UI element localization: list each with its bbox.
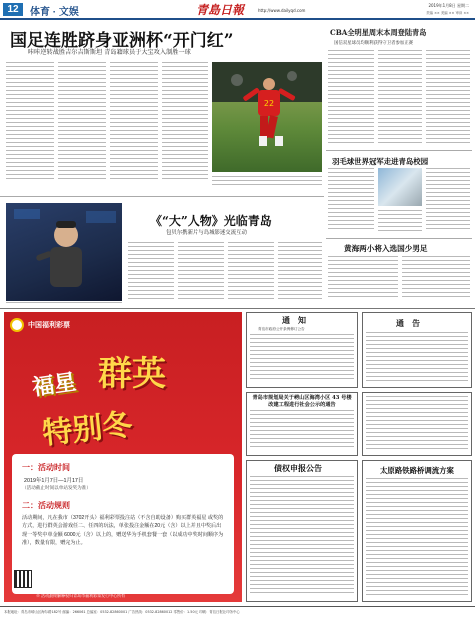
lead-subtitle: 咔咔逆转战胜吉尔吉斯斯坦 青岛籍球员于大宝攻入制胜一球 bbox=[28, 49, 191, 56]
rule-badminton-top bbox=[326, 150, 472, 151]
badminton-body-col2 bbox=[378, 210, 422, 234]
lottery-sec1-title: 一：活动时间 bbox=[22, 463, 70, 472]
lottery-headline-bottom: 特别冬 bbox=[40, 407, 134, 452]
qr-code-icon[interactable] bbox=[14, 570, 32, 588]
badminton-headline: 羽毛球世界冠军走进青岛校园 bbox=[332, 157, 429, 166]
section-name: 体育 · 文娱 bbox=[30, 7, 79, 18]
feature-headline: 《“大”人物》光临青岛 bbox=[150, 214, 272, 228]
notice1-body bbox=[250, 334, 354, 384]
newspaper-logo: 青島日報 bbox=[196, 3, 245, 17]
lottery-sec2-title: 二：活动规则 bbox=[22, 501, 70, 510]
lottery-footer-note: ※ 活动最终解释权归青岛市福利彩票发行中心所有 bbox=[36, 593, 126, 598]
lottery-notice-body bbox=[366, 396, 468, 452]
bond-body bbox=[250, 476, 354, 598]
header-editor-line: 责编 ×× 美编 ×× 审读 ×× bbox=[426, 11, 469, 15]
feature-body-col1 bbox=[128, 242, 174, 304]
lottery-headline-sub: 福星 bbox=[30, 369, 78, 401]
railway-body bbox=[366, 478, 468, 598]
feature-photo bbox=[6, 203, 122, 301]
rule-ads-top bbox=[0, 308, 475, 309]
railway-title: 太原路铁路桥调流方案 bbox=[380, 466, 454, 475]
footer-line: 本报地址：青岛市崂山区海尔路182号 邮编：266061 总编室：0532-82860001 广告热线：0532-82860012 零售价：1.50元 印刷：青岛日报社印务中心 bbox=[4, 610, 240, 614]
lead-body-col1 bbox=[6, 62, 54, 182]
svg-text:22: 22 bbox=[263, 99, 275, 108]
cba-headline: CBA全明星周末本周登陆青岛 bbox=[330, 28, 427, 37]
lottery-logo-icon bbox=[10, 318, 24, 332]
yellow-sea-body-col1 bbox=[328, 256, 398, 302]
lead-body-col3 bbox=[110, 62, 158, 182]
notice1-title: 通 知 bbox=[282, 315, 306, 325]
cba-body-col3 bbox=[426, 50, 470, 146]
lottery-sec2-text: 活动期间，凡在我市（3702开头）福利彩票投注站（不含自助设备）购买群英福星 或奖的方式，进行群英会游戏任二、任四的玩法，单张投注金额在20元（含）以上并且中奖后出现一等奖中单金额 6000元（含）以上的，赠送华为手机套餐一套（以成功中奖时间顺序为准），数量有限，赠完为止。 bbox=[22, 515, 224, 547]
feature-body-col3 bbox=[228, 242, 274, 304]
football-photo bbox=[212, 62, 322, 172]
yellow-sea-headline: 黄海两小将入选国少男足 bbox=[344, 244, 428, 253]
badminton-body-col1 bbox=[328, 168, 374, 234]
planning-title: 青岛市规划局关于崂山区海湾小区 43 号楼改建工程进行社会公示的通告 bbox=[252, 395, 352, 408]
feature-body-col4 bbox=[278, 242, 322, 304]
photo-caption bbox=[212, 176, 322, 190]
lottery-sec1-note: （活动截止时间以单站发奖为准） bbox=[22, 485, 91, 490]
badminton-photo bbox=[378, 168, 422, 206]
lead-headline: 国足连胜跻身亚洲杯“开门红” bbox=[10, 31, 234, 51]
rule-yellow-sea-top bbox=[326, 238, 472, 239]
lottery-sec1-date: 2019年1月7日—1月17日 bbox=[24, 478, 84, 484]
lottery-ad[interactable] bbox=[4, 312, 242, 602]
notice1-subtitle: 青岛市政府公开条例修订公告 bbox=[258, 327, 305, 331]
badminton-body-col3 bbox=[426, 168, 470, 234]
page-number-badge: 12 bbox=[3, 3, 23, 16]
cba-subtitle: 国信双星球员均顺利获得守卫者参加正赛 bbox=[334, 41, 414, 46]
lottery-headline-main: 群英 bbox=[98, 354, 166, 394]
header-url[interactable]: http://www.dailyqd.com bbox=[258, 8, 306, 13]
notice2-body bbox=[366, 332, 468, 384]
lottery-company: 中国福利彩票 bbox=[28, 322, 70, 329]
lead-body-col2 bbox=[58, 62, 106, 182]
feature-subtitle: 包贝尔携新片与岛城影迷交流互动 bbox=[166, 230, 247, 236]
footer-rule bbox=[0, 606, 475, 607]
yellow-sea-body-col2 bbox=[402, 256, 470, 302]
feature-body-col2 bbox=[178, 242, 224, 304]
lead-body-col4 bbox=[162, 62, 208, 182]
notice2-title: 通 告 bbox=[396, 318, 420, 328]
header-rule bbox=[0, 18, 475, 20]
rule-feature-top bbox=[0, 196, 324, 197]
cba-body-col2 bbox=[378, 50, 422, 146]
cba-body-col1 bbox=[328, 50, 374, 146]
planning-body bbox=[250, 410, 354, 452]
bond-title: 债权申报公告 bbox=[274, 463, 322, 473]
header-date: 2019年1月8日 星期二 bbox=[428, 3, 469, 8]
